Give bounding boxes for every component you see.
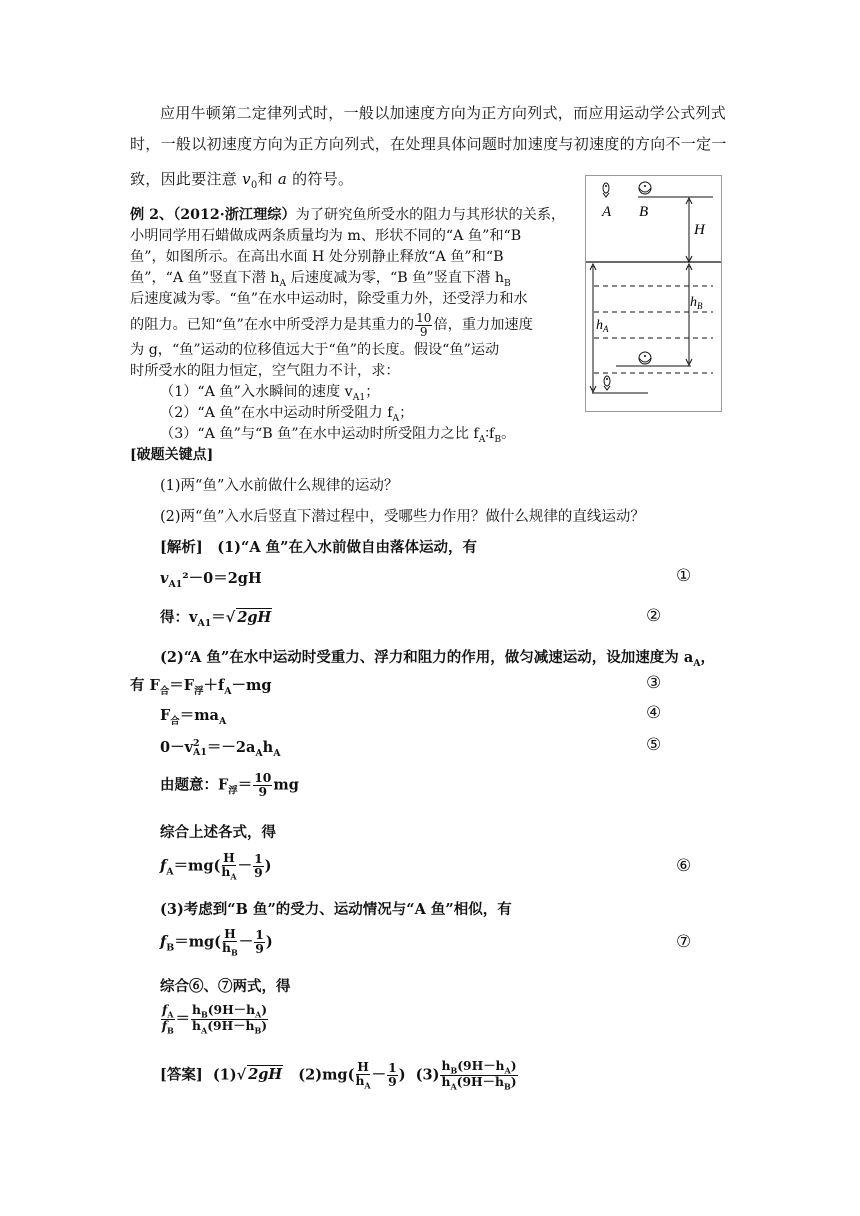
example-line-2: 小明同学用石蜡做成两条质量均为 m、形状不同的“A 鱼”和“B [130, 228, 522, 244]
fish-a-icon [603, 183, 609, 197]
fish-b-underwater-icon [639, 352, 651, 364]
key-points-title: [破题关键点] [130, 447, 214, 463]
intro-line-2: 时，一般以初速度方向为正方向列式，在处理具体问题时加速度与初速度的方向不一定一 [130, 135, 727, 153]
fish-a-label: A [602, 204, 612, 220]
fish-diagram [585, 175, 722, 412]
equation-mark-7: ⑦ [676, 932, 692, 952]
equation-mark-4: ④ [646, 703, 662, 723]
question-2: （2）“A 鱼”在水中运动时所受阻力 $f_A$； [160, 405, 414, 424]
example-line-4: 鱼”，“A 鱼”竖直下潜 $h_A$ 后速度减为零，“B 鱼”竖直下潜 $h_B$ [130, 270, 511, 289]
example-heading: 例 2、（2012·浙江理综） [130, 207, 296, 223]
analysis-tag: [解析] [160, 539, 203, 556]
equation-4: $F_合=ma_A$ [160, 707, 227, 727]
example-line-6: 的阻力。已知“鱼”在水中所受浮力是其重力的 $\frac{10}{9}$ 倍，重力加速度 [130, 310, 533, 339]
fish-b-icon [639, 182, 651, 194]
hb-label: $h_B$ [690, 295, 703, 311]
answer-tag: [答案] [160, 1066, 203, 1084]
equation-6: 由题意：$F_浮=$ $\frac{10}{9}$ mg [160, 770, 299, 799]
equation-1: $v_{A1}^2-0=2gH$ [160, 570, 262, 590]
example-line-7: 为 g，“鱼”运动的位移值远大于“鱼”的长度。假设“鱼”运动 [130, 342, 500, 358]
fish-b-label: B [639, 204, 649, 220]
key-point-1: (1)两“鱼”入水前做什么规律的运动？ [160, 478, 399, 494]
equation-mark-3: ③ [646, 673, 662, 693]
equation-mark-2: ② [646, 606, 662, 626]
example-line-5: 后速度减为零。“鱼”在水中运动时，除受重力外，还受浮力和水 [130, 291, 528, 307]
fish-a-underwater-icon [604, 376, 610, 390]
equation-7: $f_A=mg$( $\frac{H}{h_A}$ － $\frac{1}{9}$ ) [160, 850, 272, 882]
analysis-line-4: (3)考虑到“B 鱼”的受力、运动情况与“A 鱼”相似，有 [160, 901, 512, 918]
intro-line-1: 应用牛顿第二定律列式时，一般以加速度方向为正方向列式，而应用运动学公式列式 [160, 104, 727, 122]
analysis-line-2: (2)“A 鱼”在水中运动时受重力、浮力和阻力的作用，做匀减速运动，设加速度为 $a_A$， [160, 649, 716, 669]
equation-5: 0－v 2 A1 $=-2a_Ah_A$ [160, 737, 281, 759]
equation-9: $\frac{f_A}{f_B}$ ＝ $\frac{h_B(9H-h_A)}{h_A(9H-h_B)}$ [161, 1002, 268, 1036]
question-1: （1）“A 鱼”入水瞬间的速度 $v_{A1}$； [160, 384, 380, 403]
key-point-2: (2)两“鱼”入水后竖直下潜过程中，受哪些力作用？做什么规律的直线运动？ [160, 509, 645, 525]
analysis-line-3: 综合上述各式，得 [160, 824, 276, 841]
equation-mark-6: ⑥ [676, 856, 692, 876]
intro-line-3: 致，因此要注意 $v_0$和 a 的符号。 [130, 170, 354, 191]
example-line-3: 鱼”，如图所示。在高出水面 H 处分别静止释放“A 鱼”和“B [130, 249, 504, 265]
equation-2: 得：$v_{A1}=√$ 2gH [160, 609, 272, 629]
example-line-1: 例 2、（2012·浙江理综）为了研究鱼所受水的阻力与其形状的关系， [130, 207, 566, 223]
answer-line: [答案] (1)√ 2gH (2)mg( $\frac{H}{h_A}$ － $\frac{1}{9}$ ) (3) $\frac{h_B(9H-h_A)}{h_A(9H-h_B)}$ [160, 1058, 517, 1092]
height-label: H [694, 222, 705, 238]
analysis-line-1: [解析] (1)“A 鱼”在入水前做自由落体运动，有 [160, 539, 478, 556]
equation-8: $f_B=mg$( $\frac{H}{h_B}$ － $\frac{1}{9}$ ) [160, 926, 273, 958]
ha-label: $h_A$ [596, 318, 609, 334]
equation-3: 有 $F_合=F_浮+f_A-mg$ [130, 677, 272, 697]
example-line-8: 时所受水的阻力恒定，空气阻力不计，求： [130, 363, 400, 379]
analysis-line-5: 综合⑥、⑦两式，得 [160, 978, 291, 995]
fish-diagram-svg [586, 176, 721, 411]
equation-mark-1: ① [676, 566, 692, 586]
question-3: （3）“A 鱼”与“B 鱼”在水中运动时所受阻力之比 $f_A∶f_B$。 [160, 426, 516, 445]
equation-mark-5: ⑤ [646, 735, 662, 755]
